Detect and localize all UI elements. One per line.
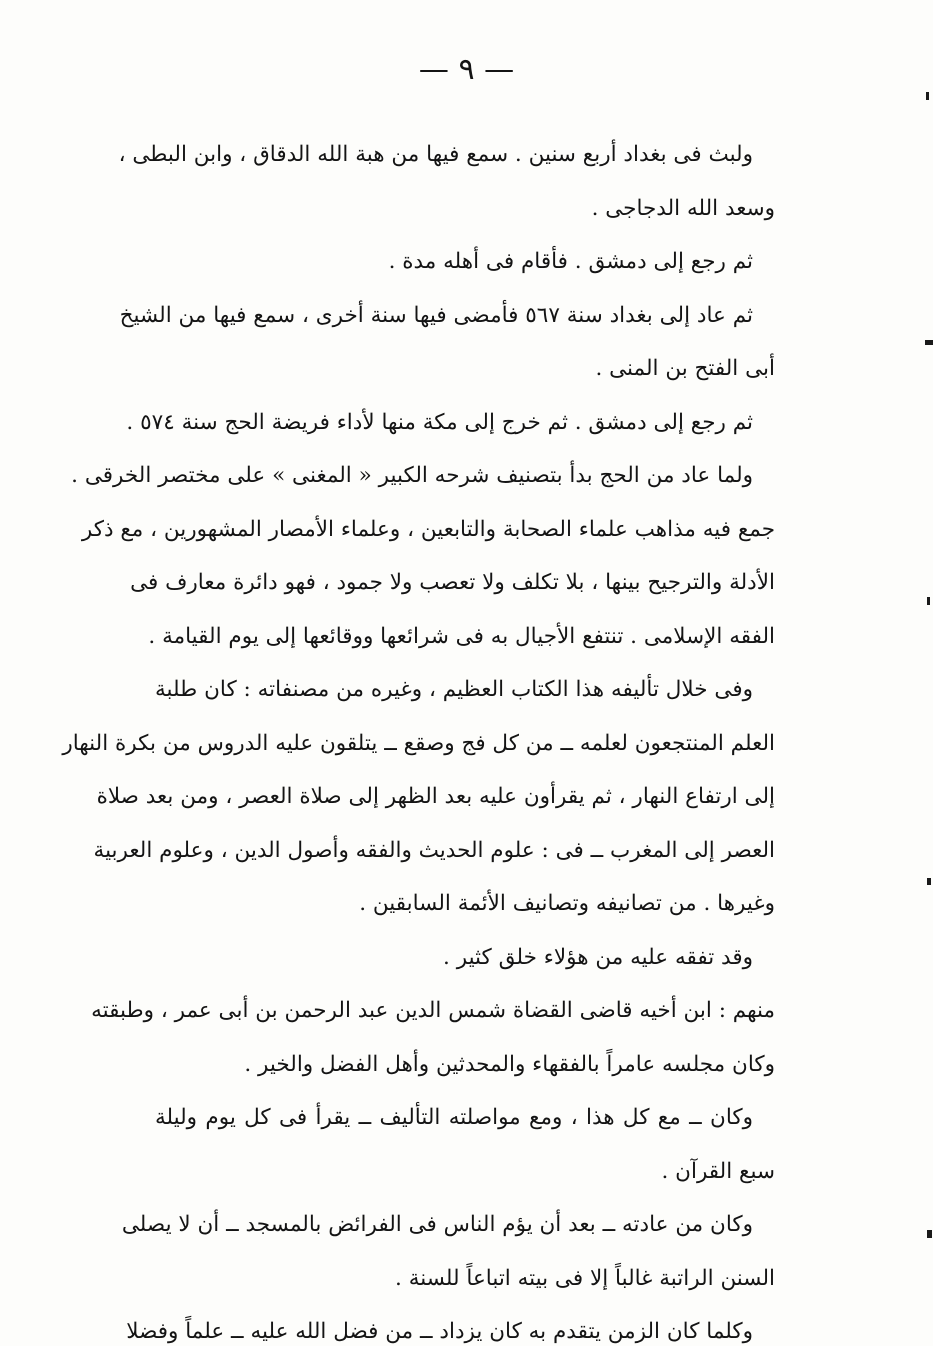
text-line: ثم رجع إلى دمشق . ثم خرج إلى مكة منها لأداء فريضة الحج سنة ٥٧٤ . [126,409,753,435]
body-text [62,128,775,1359]
text-line: ثم عاد إلى بغداد سنة ٥٦٧ فأمضى فيها سنة أخرى ، سمع فيها من الشيخ [119,302,753,328]
text-line: وقد تفقه عليه من هؤلاء خلق كثير . [443,944,753,970]
scan-mark [927,597,930,605]
text-line: ثم رجع إلى دمشق . فأقام فى أهله مدة . [388,249,753,274]
text-line: السنن الراتبة غالباً إلا فى بيته اتباعاً للسنة . [395,1265,775,1291]
text-line: الفقه الإسلامى . تنتفع الأجيال به فى شرائعها ووقائعها إلى يوم القيامة . [148,623,775,649]
text-line: ولما عاد من الحج بدأ بتصنيف شرحه الكبير « المغنى » على مختصر الخرقى . [71,463,753,488]
text-line: الأدلة والترجيح بينها ، بلا تكلف ولا تعصب ولا جمود ، فهو دائرة معارف فى [130,570,775,595]
text-line: وكان ــ مع كل هذا ، ومع مواصلته التأليف ــ يقرأ فى كل يوم وليلة [155,1105,753,1130]
scan-mark [927,1230,932,1238]
text-line: العلم المنتجعون لعلمه ــ من كل فج وصقع ــ يتلقون عليه الدروس من بكرة النهار [62,730,775,756]
page-number: — ٩ — [418,52,515,87]
text-line: وكان من عادته ــ بعد أن يؤم الناس فى الفرائض بالمسجد ــ أن لا يصلى [121,1212,753,1237]
text-line: سبع القرآن . [661,1158,775,1184]
text-line: وفى خلال تأليفه هذا الكتاب العظيم ، وغيره من مصنفاته : كان طلبة [155,677,753,702]
text-line: منهم : ابن أخيه قاضى القضاة شمس الدين عبد الرحمن بن أبى عمر ، وطبقته [91,998,775,1023]
text-line: وكلما كان الزمن يتقدم به كان يزداد ــ من فضل الله عليه ــ علماً وفضلا [126,1319,753,1344]
text-line: وسعد الله الدجاجى . [591,195,775,221]
text-line: أبى الفتح بن المنى . [595,356,775,381]
text-line: وكان مجلسه عامراً بالفقهاء والمحدثين وأهل الفضل والخير . [244,1051,775,1077]
text-line: ولبث فى بغداد أربع سنين . سمع فيها من هبة الله الدقاق ، وابن البطى ، [118,142,753,167]
scan-mark [925,340,933,345]
text-line: إلى ارتفاع النهار ، ثم يقرأون عليه بعد الظهر إلى صلاة العصر ، ومن بعد صلاة [96,784,775,809]
scan-mark [926,92,929,100]
text-line: جمع فيه مذاهب علماء الصحابة والتابعين ، وعلماء الأمصار المشهورين ، مع ذكر [81,516,775,542]
text-line: العصر إلى المغرب ــ فى : علوم الحديث والفقه وأصول الدين ، وعلوم العربية [93,837,775,863]
scan-mark [927,878,931,885]
text-line: وغيرها . من تصانيفه وتصانيف الأئمة السابقين . [359,891,775,916]
